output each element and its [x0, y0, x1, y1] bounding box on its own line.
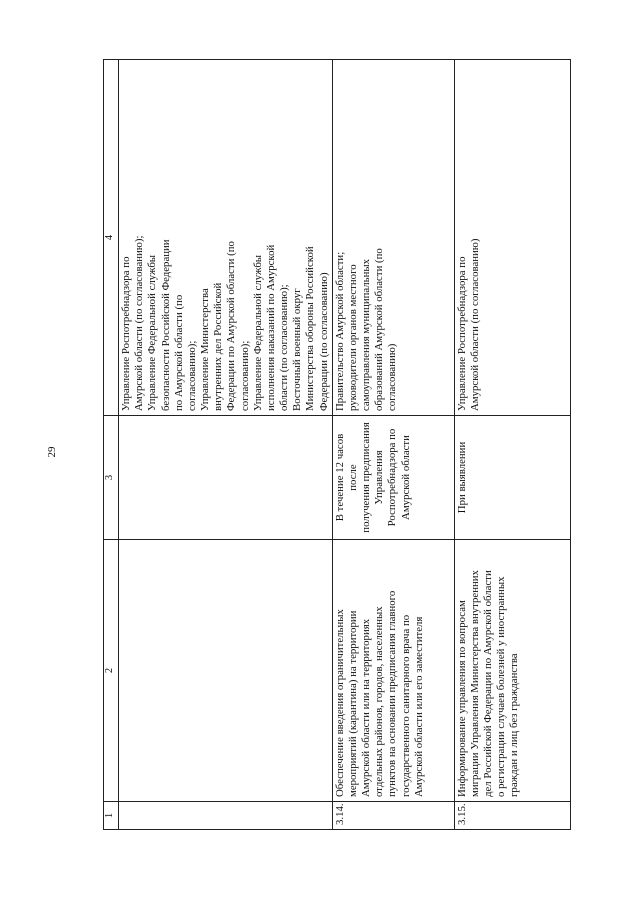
table-header-row	[104, 60, 119, 830]
cell-text-line: граждан и лиц без гражданства	[508, 653, 521, 797]
cell-text-line: Амурской области (по согласованию);	[133, 235, 146, 411]
cell-text-line: мероприятий (карантина) на территории	[346, 610, 359, 797]
cell-text-line: Роспотребнадзора по	[386, 428, 399, 527]
cell-text-line: дел Российской Федерации по Амурской области	[482, 570, 495, 797]
action-cell	[119, 540, 333, 802]
cell-text-line: безопасности Российской Федерации	[159, 239, 172, 411]
column-header-4: 4	[104, 60, 119, 416]
responsible-cell	[454, 60, 570, 416]
responsible-cell	[332, 60, 454, 416]
action-cell	[454, 540, 570, 802]
column-header-3: 3	[104, 416, 119, 540]
deadline-cell	[119, 416, 333, 540]
cell-text-line: руководители органов местного	[346, 264, 359, 411]
cell-text-line: Информирование управления по вопросам	[455, 600, 468, 797]
cell-text-line: Министерства обороны Российской	[304, 246, 317, 411]
cell-text-line: Амурской области или на территориях	[360, 618, 373, 797]
cell-text-line: согласованию);	[185, 340, 198, 411]
cell-text-line: Управление Федеральной службы	[251, 254, 264, 411]
cell-text-line: При выявлении	[455, 441, 468, 514]
cell-text-line: образований Амурской области (по	[373, 248, 386, 411]
cell-text-line: согласованию)	[386, 343, 399, 411]
cell-text-line: отдельных районов, городов, населенных	[373, 606, 386, 797]
column-header-1: 1	[104, 802, 119, 830]
row-number: 3.14.	[332, 802, 454, 830]
measures-table-container	[103, 60, 571, 830]
cell-text-line: Управление Роспотребнадзора по	[120, 256, 132, 411]
page-number: 29	[46, 446, 58, 458]
table-row	[454, 60, 570, 830]
cell-text-line: Федерации (по согласованию)	[317, 272, 330, 411]
cell-text-line: Амурской области	[399, 435, 412, 520]
row-number	[119, 802, 333, 830]
responsible-cell	[119, 60, 333, 416]
deadline-cell	[454, 416, 570, 540]
cell-text-line: Правительство Амурской области;	[333, 251, 346, 411]
cell-text-line: согласованию);	[238, 340, 251, 411]
cell-text-line: Восточный военный округ	[291, 288, 304, 411]
cell-text-line: получения предписания	[360, 422, 373, 533]
measures-table	[103, 59, 571, 830]
cell-text-line: о регистрации случаев болезней у иностранных	[495, 576, 508, 797]
action-cell	[332, 540, 454, 802]
cell-text-line: Управление Министерства	[199, 288, 212, 411]
deadline-cell	[332, 416, 454, 540]
cell-text-line: внутренних дел Российской	[212, 282, 225, 411]
cell-text-line: Управление Федеральной службы	[146, 254, 159, 411]
cell-text-line: Управление Роспотребнадзора по	[455, 256, 468, 411]
cell-text-line: Амурской области (по согласованию)	[468, 238, 481, 411]
cell-text-line: В течение 12 часов после	[333, 433, 359, 522]
cell-text-line: Амурской области или его заместителя	[412, 616, 425, 797]
row-number: 3.15.	[454, 802, 570, 830]
cell-text-line: по Амурской области (по	[172, 294, 185, 411]
cell-text-line: Обеспечение введения ограничительных	[333, 609, 346, 797]
column-header-2: 2	[104, 540, 119, 802]
table-row	[119, 60, 333, 830]
cell-text-line: области (по согласованию);	[278, 284, 291, 411]
cell-text-line: самоуправления муниципальных	[360, 258, 373, 411]
cell-text-line: миграции Управления Министерства внутренних	[468, 570, 481, 797]
cell-text-line: Федерации по Амурской области (по	[225, 241, 238, 411]
cell-text-line: Управления	[373, 450, 386, 505]
cell-text-line: исполнения наказаний по Амурской	[264, 244, 277, 411]
cell-text-line: пунктов на основании предписания главного	[386, 590, 399, 797]
cell-text-line: государственного санитарного врача по	[399, 614, 412, 797]
table-row	[332, 60, 454, 830]
